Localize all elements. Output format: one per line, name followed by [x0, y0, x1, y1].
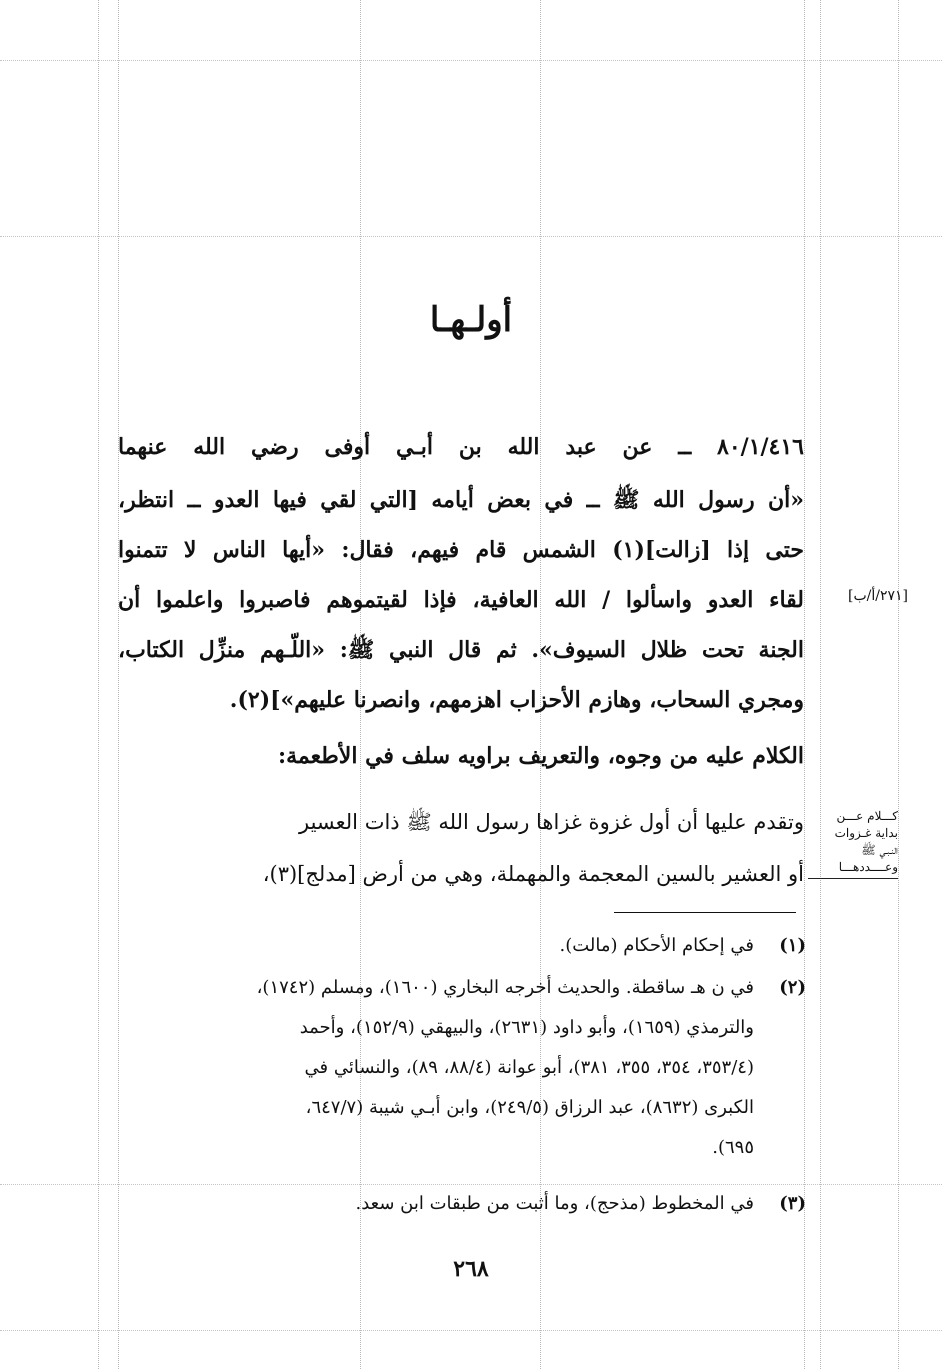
hadith-line: «أن رسول الله ﷺ ــ في بعض أيامه [التي لقي فيها العدو ــ انتظر،: [118, 487, 804, 513]
side-note-line: النـبـي ﷺ: [861, 843, 898, 857]
footnote-number: (٣): [779, 1193, 806, 1214]
side-note-underline: [808, 878, 898, 879]
side-note-line: بداية غـزوات: [834, 826, 898, 840]
footnote-line: والترمذي (١٦٥٩)، وأبو داود (٢٦٣١)، والبيهقي (١٥٢/٩)، وأحمد: [299, 1017, 754, 1038]
page-number: ٢٦٨: [453, 1256, 489, 1282]
scan-guide-line: [898, 0, 899, 1369]
section-heading: الكلام عليه من وجوه، والتعريف براويه سلف في الأطعمة:: [278, 743, 804, 769]
footnote: [118, 926, 806, 966]
footnote-line: في ن هـ ساقطة. والحديث أخرجه البخاري (١٦٠٠)، ومسلم (١٧٤٢)،: [256, 977, 754, 998]
hadith-line: لقاء العدو واسألوا / الله العافية، فإذا لقيتموهم فاصبروا واعلموا أن: [118, 587, 804, 613]
hadith-line: ٨٠/١/٤١٦ ــ عن عبد الله بن أبـي أوفى رضي الله عنهما: [118, 434, 804, 460]
footnote-separator: [614, 912, 796, 913]
hadith-line: ومجري السحاب، وهازم الأحزاب اهزمهم، وانصرنا عليهم»](٢).: [229, 687, 804, 713]
scan-guide-line: [0, 1330, 942, 1331]
manuscript-folio-reference: [٢٧١/أ/ب]: [848, 588, 908, 604]
footnote-line: في المخطوط (مذحج)، وما أثبت من طبقات ابن سعد.: [355, 1193, 754, 1214]
scan-guide-line: [0, 60, 942, 61]
scan-guide-line: [98, 0, 99, 1369]
chapter-heading: أولـهـا: [429, 300, 513, 340]
body-text-line: وتقدم عليها أن أول غزوة غزاها رسول الله ﷺ ذات العسير: [299, 810, 804, 834]
scan-guide-line: [0, 236, 942, 237]
footnote: [118, 968, 806, 1168]
footnote-line: في إحكام الأحكام (مالت).: [559, 935, 754, 956]
footnote-number: (٢): [779, 977, 806, 998]
hadith-line: الجنة تحت ظلال السيوف». ثم قال النبي ﷺ: «اللّـهم منزِّل الكتاب،: [118, 637, 804, 663]
footnote-line: ٦٩٥).: [712, 1137, 754, 1158]
footnote: [118, 1184, 806, 1224]
margin-side-note: [800, 808, 898, 879]
footnote-line: (٣٥٣/٤، ٣٥٤، ٣٥٥، ٣٨١)، أبو عوانة (٨٨/٤، ٨٩)، والنسائي في: [304, 1057, 754, 1078]
footnote-line: الكبرى (٨٦٣٢)، عبد الرزاق (٢٤٩/٥)، وابن أبـي شيبة (٦٤٧/٧،: [305, 1097, 754, 1118]
scan-guide-line: [820, 0, 821, 1369]
footnote-number: (١): [779, 935, 806, 956]
side-note-line: كـــلام عـــن: [836, 809, 898, 823]
hadith-line: حتى إذا [زالت](١) الشمس قام فيهم، فقال: «أيها الناس لا تتمنوا: [118, 537, 804, 563]
side-note-line: وعــــدده‍ـــا: [838, 860, 898, 874]
body-text-line: أو العشير بالسين المعجمة والمهملة، وهي من أرض [مدلج](٣)،: [262, 862, 804, 886]
